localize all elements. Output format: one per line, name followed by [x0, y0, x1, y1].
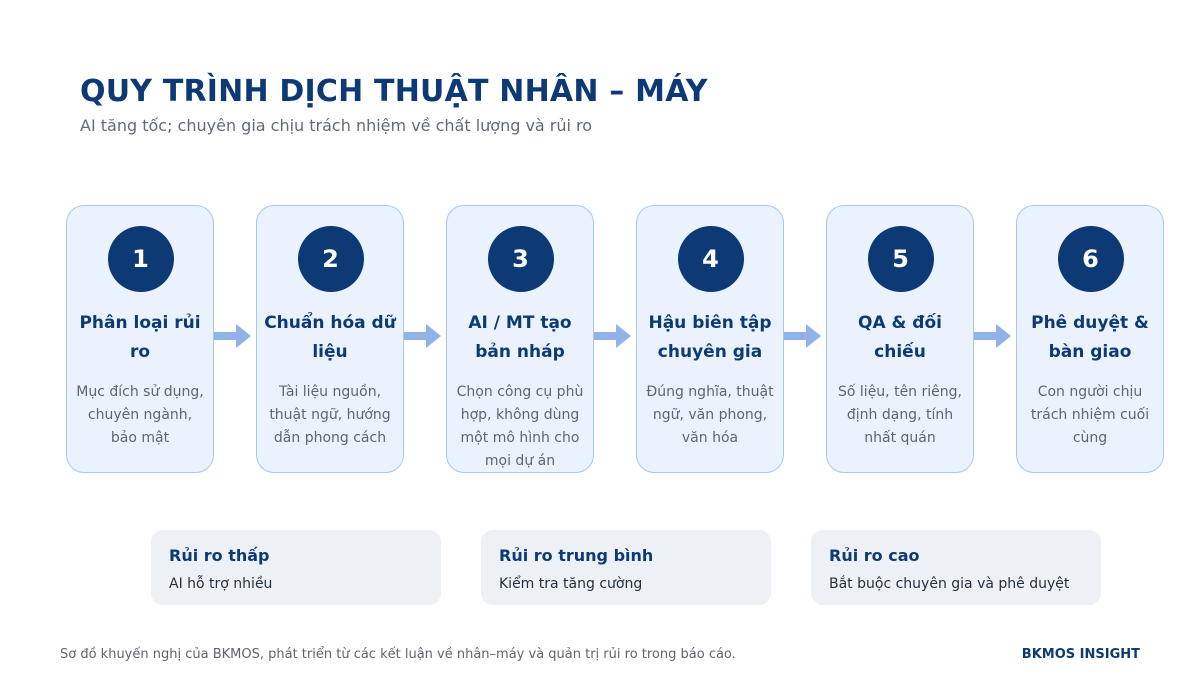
source-note: Sơ đồ khuyến nghị của BKMOS, phát triển từ các kết luận về nhân–máy và quản trị rủi ro trong báo cáo.: [60, 647, 736, 662]
brand-label: BKMOS INSIGHT: [1021, 647, 1140, 662]
step-description: Con người chịu trách nhiệm cuối cùng: [1030, 384, 1150, 446]
risk-card-low: [151, 530, 441, 605]
step-title: Chuẩn hóa dữ liệu: [264, 313, 396, 362]
risk-card-high: [811, 530, 1101, 605]
step-title: Phân loại rủi ro: [79, 313, 201, 362]
risk-level-description: Bắt buộc chuyên gia và phê duyệt: [829, 576, 1070, 592]
right-arrow-icon: [594, 322, 632, 350]
step-card-6: [1016, 205, 1164, 473]
risk-level-title: Rủi ro thấp: [169, 546, 270, 565]
step-card-4: [636, 205, 784, 473]
step-description: Tài liệu nguồn, thuật ngữ, hướng dẫn phong cách: [269, 384, 391, 446]
step-number-badge: 3: [488, 226, 554, 292]
page-subtitle: AI tăng tốc; chuyên gia chịu trách nhiệm về chất lượng và rủi ro: [80, 116, 593, 135]
right-arrow-icon: [404, 322, 442, 350]
step-number-badge: 5: [868, 226, 934, 292]
step-description: Chọn công cụ phù hợp, không dùng một mô hình cho mọi dự án: [456, 384, 584, 469]
right-arrow-icon: [784, 322, 822, 350]
right-arrow-icon: [214, 322, 252, 350]
step-title: Phê duyệt & bàn giao: [1031, 313, 1149, 362]
page-title: QUY TRÌNH DỊCH THUẬT NHÂN – MÁY: [80, 74, 708, 109]
risk-level-title: Rủi ro trung bình: [499, 546, 654, 565]
step-card-5: [826, 205, 974, 473]
step-number-badge: 6: [1058, 226, 1124, 292]
step-title: AI / MT tạo bản nháp: [468, 313, 572, 362]
step-card-1: [66, 205, 214, 473]
step-number-badge: 1: [108, 226, 174, 292]
step-number-badge: 2: [298, 226, 364, 292]
step-card-3: [446, 205, 594, 473]
risk-card-medium: [481, 530, 771, 605]
step-title: QA & đối chiếu: [858, 313, 942, 362]
right-arrow-icon: [974, 322, 1012, 350]
step-card-2: [256, 205, 404, 473]
step-title: Hậu biên tập chuyên gia: [648, 313, 772, 362]
risk-level-description: AI hỗ trợ nhiều: [169, 576, 273, 592]
risk-level-title: Rủi ro cao: [829, 546, 920, 565]
step-description: Số liệu, tên riêng, định dạng, tính nhất quán: [838, 384, 962, 446]
step-description: Đúng nghĩa, thuật ngữ, văn phong, văn hóa: [646, 384, 774, 446]
step-description: Mục đích sử dụng, chuyên ngành, bảo mật: [76, 384, 204, 446]
step-number-badge: 4: [678, 226, 744, 292]
risk-level-description: Kiểm tra tăng cường: [499, 576, 643, 592]
